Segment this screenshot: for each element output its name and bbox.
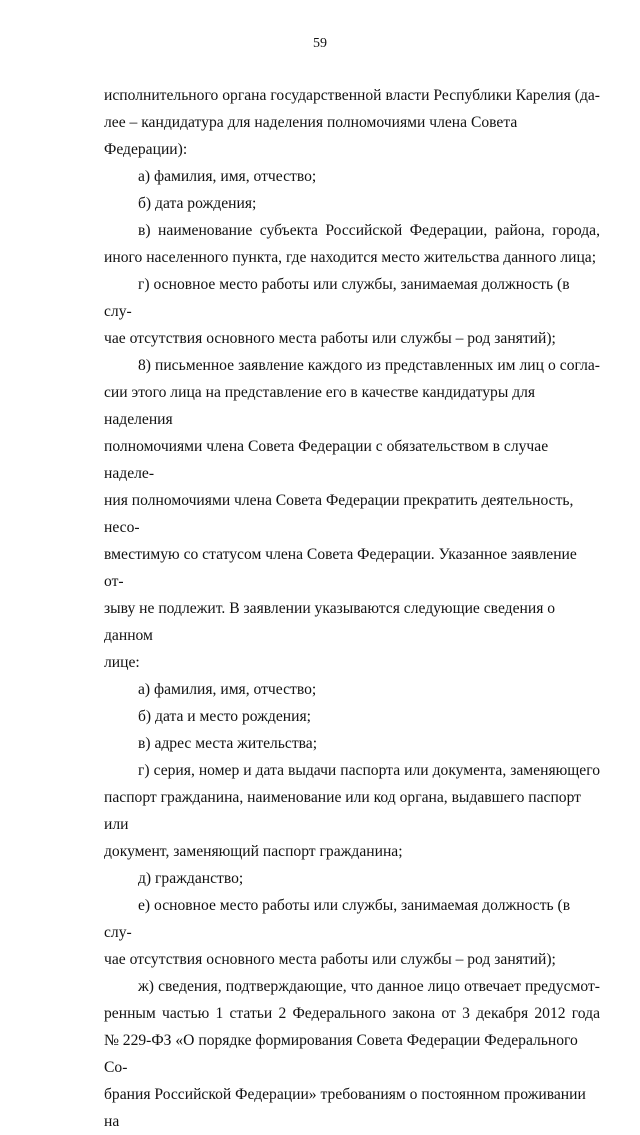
text-line: г) серия, номер и дата выдачи паспорта или документа, заменяющего <box>138 762 600 779</box>
text-line: в) наименование субъекта Российской Федерации, района, города, <box>138 222 600 239</box>
text-line: исполнительного органа государственной власти Республики Карелия (да- <box>104 87 600 104</box>
text-line: е) основное место работы или службы, занимаемая должность (в слу- <box>104 897 571 941</box>
text-line: сии этого лица на представление его в качестве кандидатуры для наделения <box>104 384 536 428</box>
text-line: а) фамилия, имя, отчество; <box>138 681 317 698</box>
text-line: ния полномочиями члена Совета Федерации прекратить деятельность, несо- <box>104 492 574 536</box>
text-line: г) основное место работы или службы, занимаемая должность (в слу- <box>104 276 570 320</box>
text-line: зыву не подлежит. В заявлении указываются следующие сведения о данном <box>104 600 556 644</box>
page-number: 59 <box>313 36 327 51</box>
text-line: № 229-ФЗ «О порядке формирования Совета Федерации Федерального Со- <box>104 1032 578 1076</box>
text-line: документ, заменяющий паспорт гражданина; <box>104 843 403 860</box>
text-line: чае отсутствия основного места работы или службы – род занятий); <box>104 330 556 347</box>
text-line: паспорт гражданина, наименование или код органа, выдавшего паспорт или <box>104 789 581 833</box>
text-line: б) дата рождения; <box>138 195 257 212</box>
text-line: полномочиями члена Совета Федерации с обязательством в случае наделе- <box>104 438 549 482</box>
text-line: брания Российской Федерации» требованиям о постоянном проживании на <box>104 1086 586 1130</box>
text-line: чае отсутствия основного места работы или службы – род занятий); <box>104 951 556 968</box>
text-line: лице: <box>104 654 140 671</box>
text-line: ж) сведения, подтверждающие, что данное лицо отвечает предусмот- <box>138 978 600 995</box>
text-line: ренным частью 1 статьи 2 Федерального закона от 3 декабря 2012 года <box>104 1005 600 1022</box>
text-line: б) дата и место рождения; <box>138 708 311 725</box>
text-line: в) адрес места жительства; <box>138 735 318 752</box>
text-line: иного населенного пункта, где находится место жительства данного лица; <box>104 249 597 266</box>
text-line: д) гражданство; <box>138 870 244 887</box>
text-line: вместимую со статусом члена Совета Федерации. Указанное заявление от- <box>104 546 577 590</box>
text-line: 8) письменное заявление каждого из представленных им лиц о согла- <box>138 357 600 374</box>
text-line: лее – кандидатура для наделения полномочиями члена Совета Федерации): <box>104 114 518 158</box>
text-line: а) фамилия, имя, отчество; <box>138 168 317 185</box>
document-body <box>104 82 600 1135</box>
